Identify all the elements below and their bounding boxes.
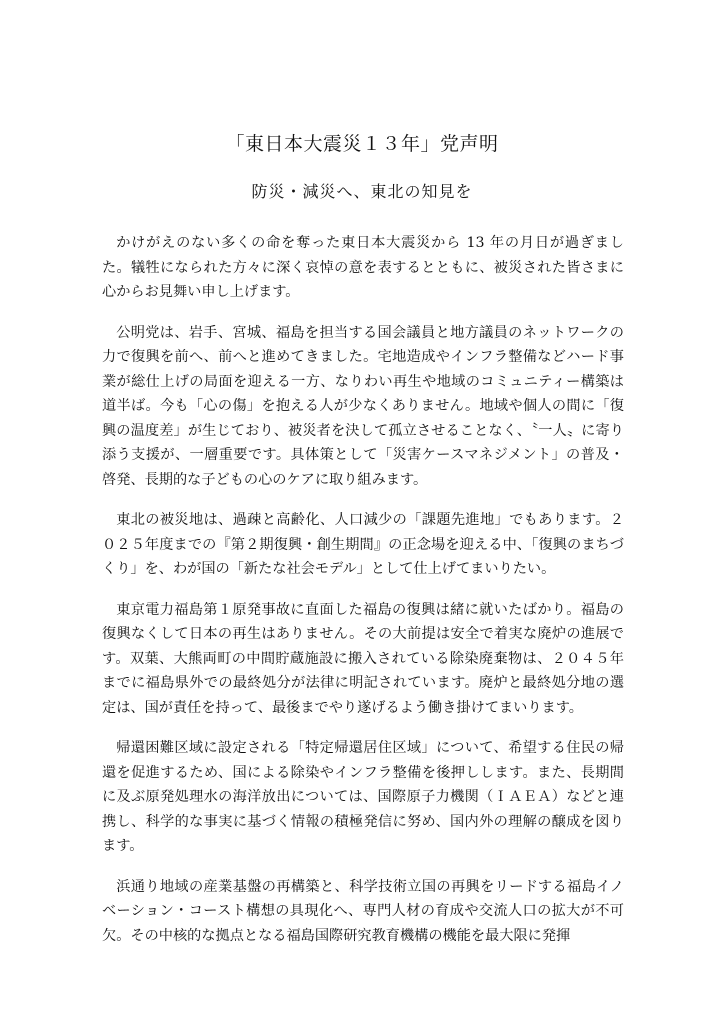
paragraph-1: かけがえのない多くの命を奪った東日本大震災から 13 年の月日が過ぎました。犠牲になられた方々に深く哀悼の意を表するとともに、被災された皆さまに心からお見舞い申し上げます。 [102, 235, 624, 300]
paragraph-5: 帰還困難区域に設定される「特定帰還居住区域」について、希望する住民の帰還を促進するため、国による除染やインフラ整備を後押しします。また、長期間に及ぶ原発処理水の海洋放出については、国際原子力機関（ＩＡＥＡ）などと連携し、科学的な事実に基づく情報の積極発信に努め、国内外の理解の醸成を図ります。 [102, 740, 624, 854]
document-title: 「東日本大震災１３年」党声明 [225, 133, 499, 155]
paragraph-3: 東北の被災地は、過疎と高齢化、人口減少の「課題先進地」でもあります。２０２５年度までの『第２期復興・創生期間』の正念場を迎える中、「復興のまちづくり」を、わが国の「新たな社会モデル」として仕上げてまいりたい。 [102, 512, 624, 577]
paragraph-2: 公明党は、岩手、宮城、福島を担当する国会議員と地方議員のネットワークの力で復興を前へ、前へと進めてきました。宅地造成やインフラ整備などハード事業が総仕上げの局面を迎える一方、なりわい再生や地域のコミュニティー構築は道半ば。今も「心の傷」を抱える人が少なくありません。地域や個人の間に「復興の温度差」が生じており、被災者を決して孤立させることなく、〝一人〟に寄り添う支援が、一層重要です。具体策として「災害ケースマネジメント」の普及・啓発、長期的な子どもの心のケアに取り組みます。 [102, 324, 624, 488]
paragraph-6: 浜通り地域の産業基盤の再構築と、科学技術立国の再興をリードする福島イノベーション・コースト構想の具現化へ、専門人材の育成や交流人口の拡大が不可欠。その中核的な拠点となる福島国際研究教育機構の機能を最大限に発揮 [102, 878, 624, 944]
paragraph-4: 東京電力福島第１原発事故に直面した福島の復興は緒に就いたばかり。福島の復興なくして日本の再生はありません。その大前提は安全で着実な廃炉の進展です。双葉、大熊両町の中間貯蔵施設に搬入されている除染廃棄物は、２０４５年までに福島県外での最終処分が法律に明記されています。廃炉と最終処分地の選定は、国が責任を持って、最後までやり遂げるよう働き掛けてまいります。 [102, 601, 624, 716]
document-subtitle: 防災・減災へ、東北の知見を [251, 182, 473, 201]
document-body [102, 231, 624, 964]
